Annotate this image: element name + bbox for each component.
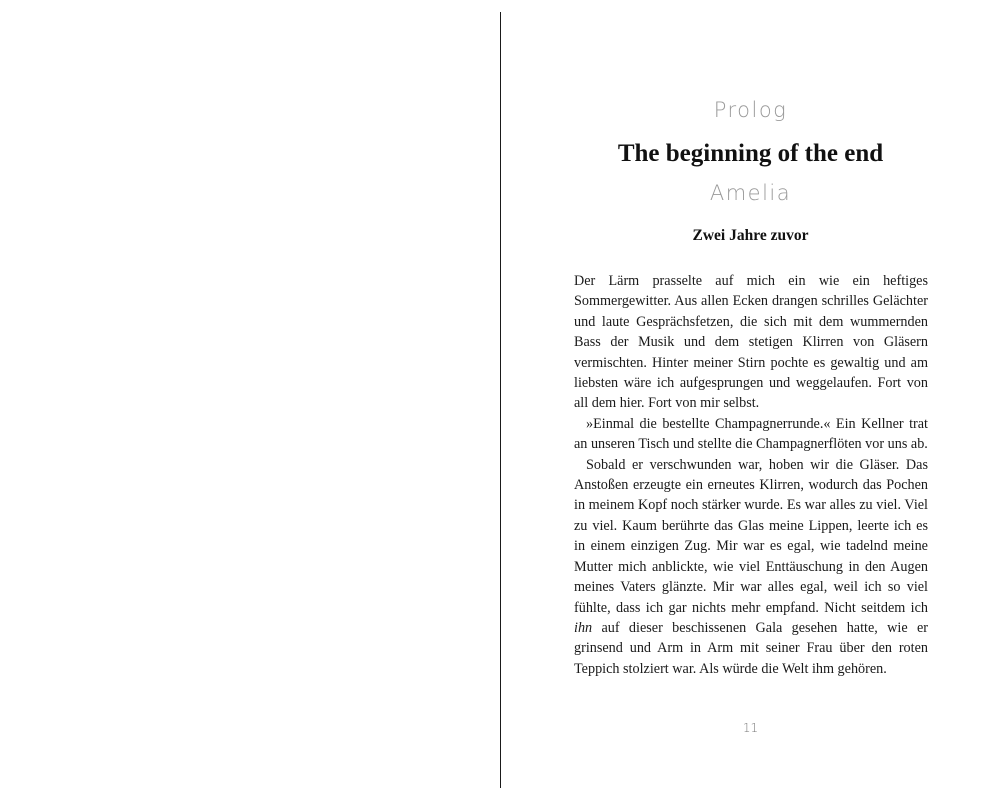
paragraph-3: [574, 455, 928, 679]
chapter-kicker: Prolog: [713, 98, 788, 122]
paragraph-3-after: auf dieser beschissenen Gala gesehen hatte, wie er grinsend und Arm in Arm mit seiner Frau über den roten Teppich stolziert war. Als würde die Welt ihm gehören.: [574, 619, 928, 677]
right-page: [501, 0, 1000, 800]
page-number: 11: [742, 721, 759, 735]
chapter-title: The beginning of the end: [617, 140, 884, 167]
paragraph-2: »Einmal die bestellte Champagnerrunde.« Ein Kellner trat an unseren Tisch und stellte die Champagnerflöten vor uns ab.: [574, 415, 928, 453]
chapter-body: [574, 271, 928, 679]
time-note: Zwei Jahre zuvor: [692, 227, 809, 244]
narrator-name: Amelia: [709, 181, 792, 205]
paragraph-3-before: Sobald er verschwunden war, hoben wir die Gläser. Das Anstoßen erzeugte ein erneutes Klirren, wodurch das Pochen in meinem Kopf noch stärker wurde. Es war alles zu viel. Viel zu viel. Kaum berührte das Glas meine Lippen, leerte ich es in einem einzigen Zug. Mir war es egal, wie tadelnd meine Mutter mich anblickte, wie viel Enttäuschung in den Augen meines Vaters glänzte. Mir war alles egal, weil ich so viel fühlte, dass ich gar nichts mehr empfand. Nicht seitdem ich: [574, 456, 928, 616]
paragraph-1: Der Lärm prasselte auf mich ein wie ein heftiges Sommergewitter. Aus allen Ecken drangen schrilles Gelächter und laute Gesprächsfetzen, die sich mit dem wummernden Bass der Musik und dem stetigen Klirren von Gläsern vermischten. Hinter meiner Stirn pochte es gewaltig und am liebsten wäre ich aufgesprungen und weggelaufen. Fort von all dem hier. Fort von mir selbst.: [574, 273, 928, 412]
paragraph-3-emphasis: ihn: [574, 619, 593, 636]
